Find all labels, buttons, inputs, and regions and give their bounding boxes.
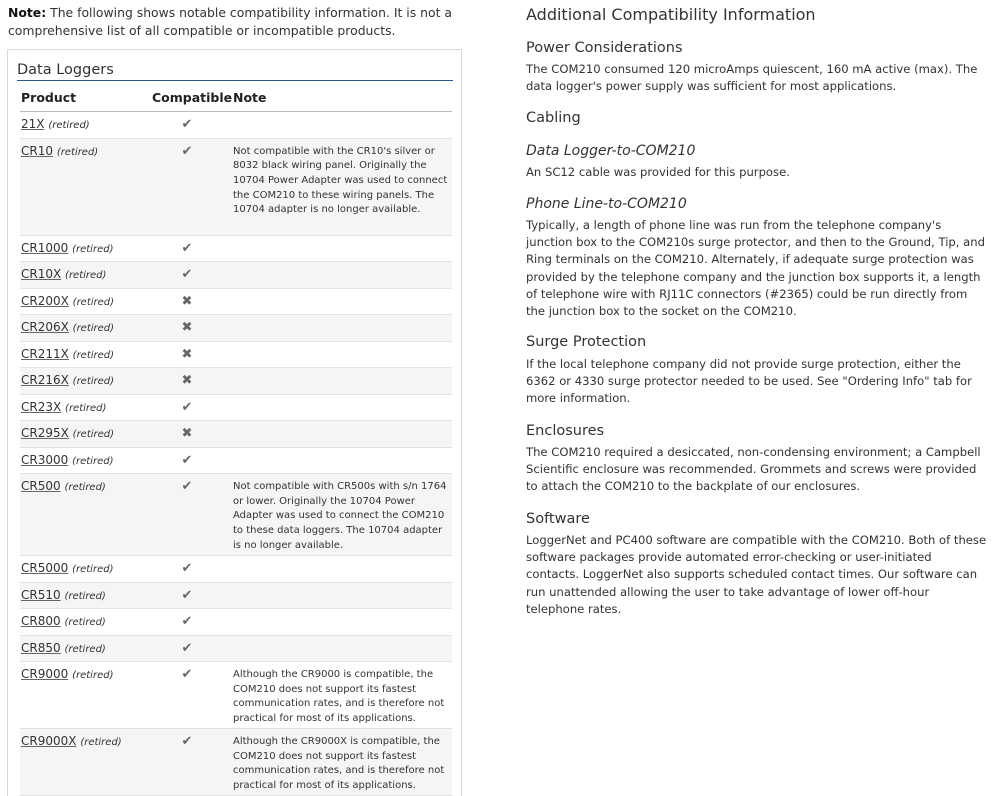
product-cell — [21, 641, 106, 655]
product-cell — [21, 294, 114, 308]
power-heading: Power Considerations — [526, 40, 683, 56]
enclosures-text: The COM210 required a desiccated, non-condensing environment; a Campbell Scientific enclosure was recommended. Grommets and screws were provided to attach the COM210 to the backplate of our enclosures. — [526, 445, 981, 494]
product-link[interactable]: CR800 — [21, 614, 61, 628]
software-heading: Software — [526, 511, 590, 527]
product-link[interactable]: CR9000X — [21, 734, 77, 748]
retired-label: (retired) — [72, 670, 114, 681]
product-cell — [21, 479, 106, 493]
product-cell — [21, 320, 114, 334]
table-row — [20, 729, 452, 796]
check-icon: ✔ — [181, 399, 193, 415]
check-icon: ✔ — [181, 614, 193, 629]
product-cell — [21, 561, 113, 575]
product-link[interactable]: CR510 — [21, 587, 61, 602]
header-compatible: Compatible — [152, 90, 233, 105]
product-cell — [21, 373, 114, 387]
retired-label: (retired) — [56, 146, 99, 158]
note-label: Note: — [8, 5, 47, 20]
cross-icon: ✖ — [181, 320, 193, 335]
cross-icon: ✖ — [181, 346, 193, 362]
retired-label: (retired) — [64, 590, 106, 602]
check-icon: ✔ — [181, 734, 193, 749]
product-cell — [21, 267, 106, 281]
product-link[interactable]: 21X — [21, 117, 45, 131]
datalogger-subheading: Data Logger-to-COM210 — [526, 143, 696, 159]
table-row — [20, 556, 452, 583]
product-link[interactable]: CR295X — [21, 426, 69, 440]
surge-heading: Surge Protection — [526, 334, 647, 350]
data-loggers-table — [20, 112, 452, 796]
product-link[interactable]: CR216X — [21, 373, 69, 387]
datalogger-text: An SC12 cable was provided for this purpose. — [526, 165, 790, 179]
phoneline-subheading: Phone Line-to-COM210 — [526, 196, 687, 212]
retired-label: (retired) — [72, 296, 115, 308]
table-row — [20, 112, 452, 139]
retired-label: (retired) — [72, 349, 115, 361]
power-text: The COM210 consumed 120 microAmps quiescent, 160 mA active (max). The data logger's power supply was sufficient for most applications. — [526, 62, 978, 94]
retired-label: (retired) — [64, 482, 106, 493]
retired-label: (retired) — [72, 243, 114, 255]
retired-label: (retired) — [72, 455, 114, 467]
table-row — [20, 636, 452, 663]
check-icon: ✔ — [181, 267, 193, 282]
enclosures-heading: Enclosures — [526, 423, 605, 439]
product-link[interactable]: CR5000 — [21, 561, 69, 575]
table-row — [20, 421, 452, 448]
check-icon: ✔ — [181, 587, 193, 603]
product-link[interactable]: CR23X — [21, 399, 62, 414]
product-link[interactable]: CR10X — [21, 267, 62, 281]
check-icon: ✔ — [181, 640, 193, 656]
note-cell: Although the CR9000 is compatible, the COM210 does not support its fastest communication rates, and is therefore not practical for most of its applications. — [233, 669, 445, 725]
check-icon: ✔ — [181, 117, 193, 132]
product-cell — [21, 241, 113, 255]
check-icon: ✔ — [181, 561, 193, 576]
cross-icon: ✖ — [181, 426, 193, 441]
product-cell — [21, 667, 113, 681]
cross-icon: ✖ — [181, 293, 193, 309]
product-link[interactable]: CR10 — [21, 143, 53, 158]
compatibility-note — [7, 4, 463, 40]
retired-label: (retired) — [72, 564, 114, 575]
product-link[interactable]: CR206X — [21, 320, 69, 334]
additional-title: Additional Compatibility Information — [526, 5, 816, 24]
product-cell — [21, 734, 122, 748]
header-note: Note — [233, 90, 267, 105]
product-link[interactable]: CR850 — [21, 640, 61, 655]
note-text: The following shows notable compatibility information. It is not a comprehensive list of all compatible or incompatible products. — [8, 5, 452, 38]
table-row — [20, 395, 452, 422]
retired-label: (retired) — [65, 402, 107, 414]
table-row — [20, 262, 452, 289]
table-row — [20, 368, 452, 395]
note-cell: Although the CR9000X is compatible, the COM210 does not support its fastest communication rates, and is therefore not practical for most of its applications. — [233, 736, 445, 792]
product-link[interactable]: CR200X — [21, 293, 69, 308]
retired-label: (retired) — [72, 429, 115, 440]
product-cell — [21, 117, 90, 131]
check-icon: ✔ — [181, 143, 193, 159]
product-cell — [21, 588, 106, 602]
retired-label: (retired) — [72, 376, 115, 387]
product-cell — [21, 347, 114, 361]
product-cell — [21, 453, 113, 467]
product-link[interactable]: CR1000 — [21, 240, 69, 255]
table-header — [20, 88, 452, 112]
table-row — [20, 583, 452, 610]
table-row — [20, 474, 452, 556]
table-row — [20, 662, 452, 729]
data-loggers-panel — [7, 49, 462, 796]
product-cell — [21, 426, 114, 440]
note-cell: Not compatible with the CR10's silver or 8032 black wiring panel. Originally the 10704 Power Adapter was used to connect the COM210 to these wiring panels. The 10704 adapter is no longer available. — [233, 145, 448, 216]
check-icon: ✔ — [181, 667, 193, 682]
software-text: LoggerNet and PC400 software are compatible with the COM210. Both of these software packages provide automated error-checking or user-initiated contacts. LoggerNet also supports scheduled contact times. Our software can run unattended allowing the user to take advantage of lower off-hour telephone rates. — [526, 533, 987, 616]
table-row — [20, 236, 452, 263]
table-row — [20, 139, 452, 236]
retired-label: (retired) — [64, 643, 106, 655]
product-link[interactable]: CR9000 — [21, 667, 69, 681]
check-icon: ✔ — [181, 240, 193, 256]
product-link[interactable]: CR3000 — [21, 452, 69, 467]
retired-label: (retired) — [48, 120, 90, 131]
surge-text: If the local telephone company did not provide surge protection, either the 6362 or 4330 surge protector needed to be used. See "Ordering Info" tab for more information. — [526, 357, 972, 406]
retired-label: (retired) — [64, 617, 106, 628]
retired-label: (retired) — [65, 270, 107, 281]
product-link[interactable]: CR500 — [21, 479, 61, 493]
cabling-heading: Cabling — [526, 110, 581, 126]
phoneline-text: Typically, a length of phone line was run from the telephone company's junction box to the COM210s surge protector, and then to the Ground, Tip, and Ring terminals on the COM210. Alternately, if adequate surge protection was provided by the telephone company and the junction box supports it, a length of telephone wire with RJ11C connectors (#2365) could be run directly from the junction box to the socket on the COM210. — [526, 218, 985, 319]
check-icon: ✔ — [181, 452, 193, 468]
note-cell: Not compatible with CR500s with s/n 1764 or lower. Originally the 10704 Power Adapter was used to connect the COM210 to these data loggers. The 10704 adapter is no longer available. — [233, 481, 447, 551]
retired-label: (retired) — [72, 323, 115, 334]
table-row — [20, 448, 452, 475]
check-icon: ✔ — [181, 479, 193, 494]
product-link[interactable]: CR211X — [21, 346, 69, 361]
product-cell — [21, 400, 106, 414]
retired-label: (retired) — [80, 737, 122, 748]
table-row — [20, 315, 452, 342]
product-cell — [21, 144, 98, 158]
data-loggers-title: Data Loggers — [17, 61, 453, 81]
table-row — [20, 342, 452, 369]
header-product: Product — [21, 90, 77, 105]
table-row — [20, 609, 452, 636]
cross-icon: ✖ — [181, 373, 193, 388]
product-cell — [21, 614, 106, 628]
table-row — [20, 289, 452, 316]
